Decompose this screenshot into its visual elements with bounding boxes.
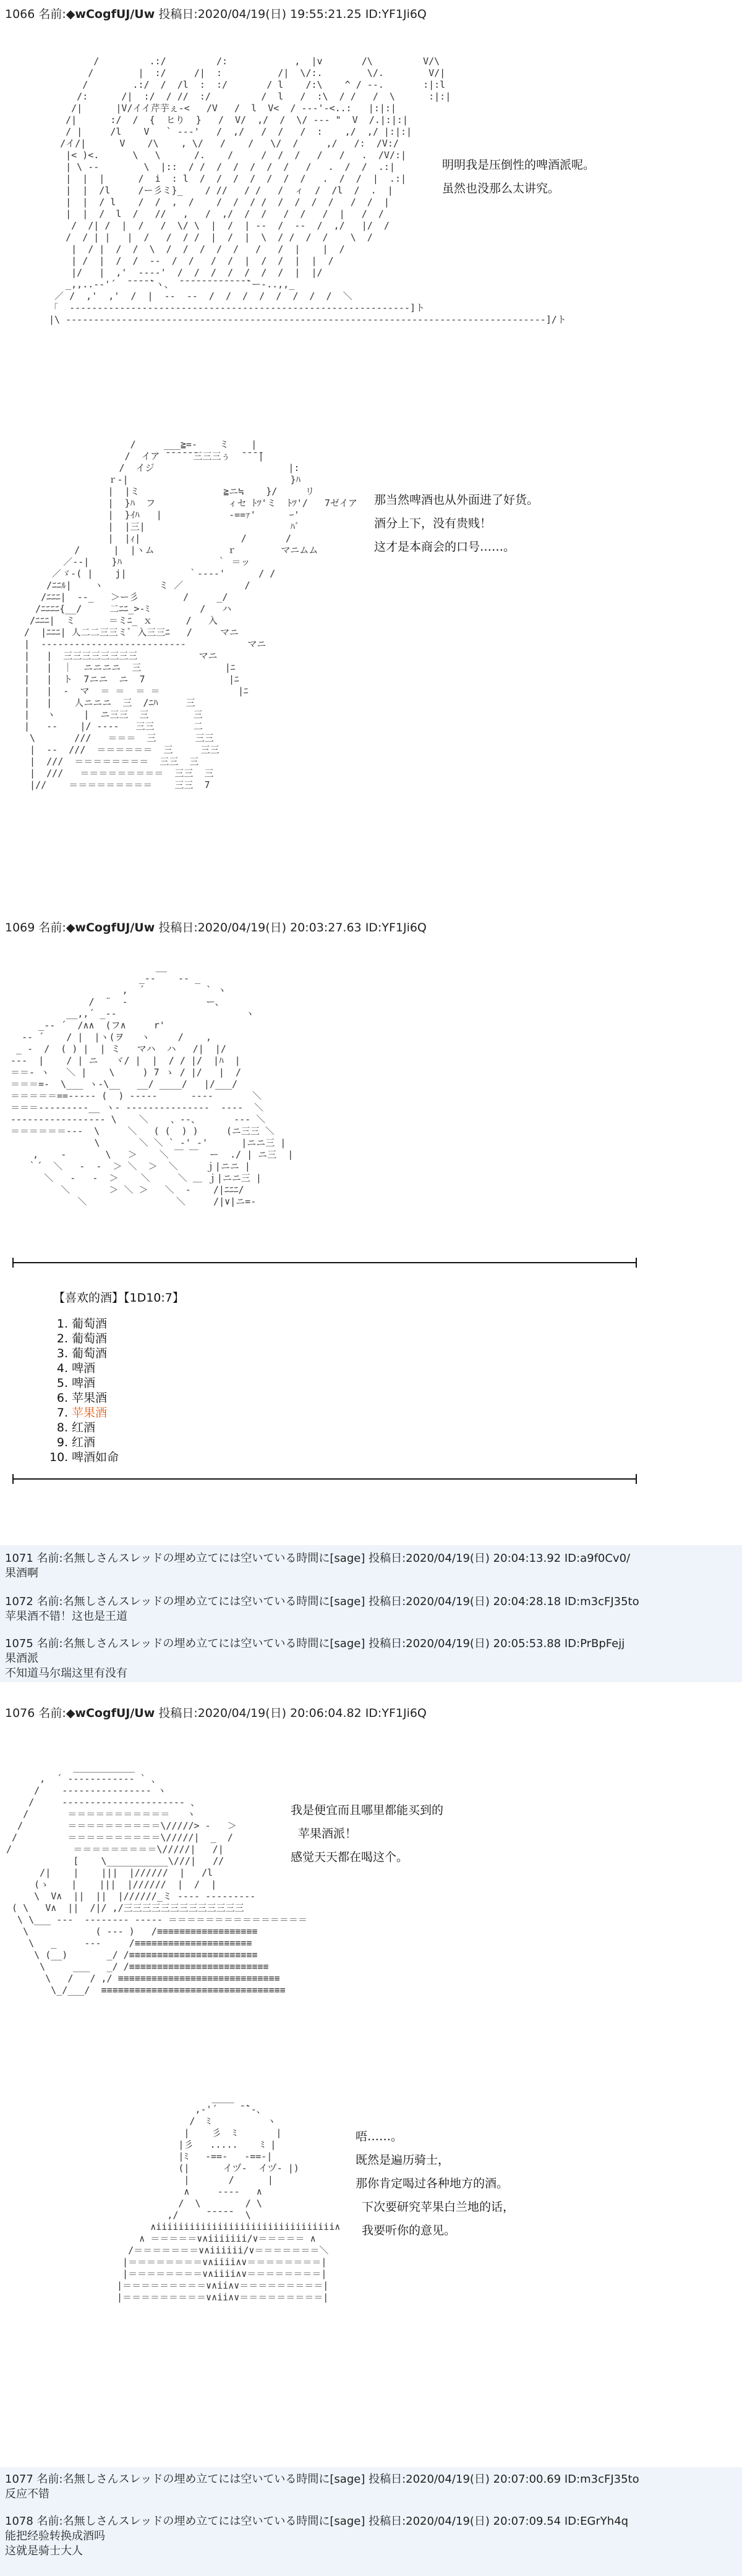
poster-name: ◆wCogfUJ/Uw [66, 7, 155, 21]
reply-body: 果酒派 [5, 1652, 38, 1665]
post-number: 1076 [5, 1706, 35, 1720]
poll-option: 3. 葡萄酒 [56, 1347, 108, 1360]
poll-options [49, 1316, 119, 1465]
dialogue-block-1076b [356, 2125, 514, 2242]
name-label: 名前: [38, 7, 66, 21]
divider-rule [12, 1262, 637, 1263]
reply-body: 这就是骑士大人 [5, 2544, 83, 2557]
dialogue-line: 那当然啤酒也从外面进了好货。 [374, 493, 539, 507]
post-number: 1069 [5, 921, 35, 934]
reply-1075 [5, 1637, 625, 1681]
post-header-1076 [5, 1704, 427, 1721]
poster-id: ID:YF1Ji6Q [365, 1706, 427, 1720]
ascii-art-man-character: ____ ,‐'´ ̄ ̄`‐、 / ﾐ ヽ | 彡 ﾐ | |彡 ..... ﾐ | |ﾐ ‐==‐ ‐==‐| (| イヅ‐ イヅ‐ |) | / | ∧ ‐‐‐‐ ∧ / \ / \ ,/ ̄ ̄ ̄ ̄ ̄ \ ∧iiiiiiiiiiiiiiiiiiiiiiiiiiiiiiii∧ ∧ ＝＝＝＝＝∨∧iiiiiii/∨＝＝＝＝＝ ∧ /＝＝＝＝＝＝＝∨∧iiiiii/∨＝＝＝＝＝＝＝＼ |＝＝＝＝＝＝＝＝∨∧iiii∧∨＝＝＝＝＝＝＝＝| |＝＝＝＝＝＝＝＝∨∧iiii∧∨＝＝＝＝＝＝＝＝| |＝＝＝＝＝＝＝＝＝∨∧ii∧∨＝＝＝＝＝＝＝＝＝| |＝＝＝＝＝＝＝＝＝∨∧ii∧∨＝＝＝＝＝＝＝＝＝| [117, 2092, 341, 2303]
reply-header: 1071 名前:名無しさんスレッドの埋め立てには空いている時間に[sage] 投稿日:2020/04/19(日) 20:04:13.92 ID:a9f0Cv0/ [5, 1552, 631, 1565]
reply-body: 反应不错 [5, 2488, 49, 2501]
post-date: 2020/04/19(日) 20:03:27.63 [197, 921, 362, 934]
reply-1077 [5, 2472, 639, 2502]
dialogue-line: 苹果酒派！ [298, 1827, 357, 1841]
reply-body: 不知道马尔瑞这里有没有 [5, 1667, 127, 1680]
reply-body: 果酒啊 [5, 1567, 38, 1580]
date-label: 投稿日: [158, 1706, 198, 1720]
dialogue-line: 感觉天天都在喝这个。 [291, 1850, 409, 1864]
poster-id: ID:YF1Ji6Q [365, 921, 427, 934]
ascii-art-hat-character: ___________ , ´ ‐‐‐‐‐‐‐‐‐‐‐‐ ` 、 / ‐‐‐‐‐‐‐‐‐‐‐‐‐‐‐‐ ヽ / ‐‐‐‐‐‐‐‐‐‐‐‐‐‐‐‐‐‐‐‐‐‐ 、 / ＝＝＝＝＝＝＝＝＝＝＝ ヽ / ＝＝＝＝＝＝＝＝＝＝\/////> ‐ ＞ / ＝＝＝＝＝＝＝＝＝＝\/////| _ / / ＝＝＝＝＝＝＝＝＝\/////| /| [ \___________\///| // /| | ||| |////// | /l (ゝ | ||| |////// | / | \ V∧ || || |//////_ミ ‐‐‐‐ ‐‐‐‐‐‐‐‐‐ ( \ V∧ || /|/ ,/三三三三三三三三三三三三三 \ \___ ‐‐‐ ‐‐‐‐‐‐‐‐ ‐‐‐‐‐ ＝＝＝＝＝＝＝＝＝＝＝＝＝＝＝ \ ( ‐‐‐ ) /≡≡≡≡≡≡≡≡≡≡≡≡≡≡≡≡≡≡ \ _ ‐‐‐ /≡≡≡≡≡≡≡≡≡≡≡≡≡≡≡≡≡≡≡≡≡ \ (__) _/ /≡≡≡≡≡≡≡≡≡≡≡≡≡≡≡≡≡≡≡≡≡≡≡ \ ___ _/ /≡≡≡≡≡≡≡≡≡≡≡≡≡≡≡≡≡≡≡≡≡≡≡≡≡ \ / / ,/ ≡≡≡≡≡≡≡≡≡≡≡≡≡≡≡≡≡≡≡≡≡≡≡≡≡≡≡≡≡ \_/___/ ≡≡≡≡≡≡≡≡≡≡≡≡≡≡≡≡≡≡≡≡≡≡≡≡≡≡≡≡≡≡≡≡≡ [6, 1761, 307, 1996]
replies-block [0, 1545, 742, 1682]
reply-body: 苹果酒不错！这也是王道 [5, 1610, 127, 1623]
dialogue-line: 既然是遍历骑士， [356, 2153, 450, 2167]
name-label: 名前: [38, 921, 66, 934]
replies-block [0, 2467, 742, 2576]
post-date: 2020/04/19(日) 20:06:04.82 [197, 1706, 362, 1720]
dialogue-line: 我是便宜而且哪里都能买到的 [291, 1803, 444, 1817]
reply-header: 1072 名前:名無しさんスレッドの埋め立てには空いている時間に[sage] 投稿日:2020/04/19(日) 20:04:28.18 ID:m3cFJ35to [5, 1595, 639, 1608]
reply-header: 1078 名前:名無しさんスレッドの埋め立てには空いている時間に[sage] 投稿日:2020/04/19(日) 20:07:09.54 ID:EGrYh4q [5, 2515, 629, 2528]
post-number: 1066 [5, 7, 35, 21]
dialogue-block-1076 [291, 1799, 443, 1869]
dialogue-line: 唔……。 [356, 2130, 403, 2143]
poll-option: 9. 红酒 [56, 1436, 96, 1449]
date-label: 投稿日: [158, 7, 198, 21]
reply-1071 [5, 1551, 630, 1581]
dialogue-block-1066b [374, 488, 539, 559]
name-label: 名前: [38, 1706, 66, 1720]
reply-1078 [5, 2514, 628, 2559]
poll-option: 2. 葡萄酒 [56, 1332, 108, 1345]
ascii-art-drinking-scene: __ _-‐ ‐- _ , ´ ` ヽ / ¨ ‐ ー、 __,,´ _-‐ ヽ _-‐ ´ /∧∧ (フ∧ r' ‐- ´ / | |ヽ(ヲ ヽ / , _ - / ( ) | | ミ マハ ハ /| |/ ‐‐‐ | / | ニ ヾ/ | | / / |/ |ﾊ | ＝＝‐ ヽ ＼ | \ ) 7 ゝ / |/ | / ＝＝＝=- \___ ヽ-\__ __/ ____/ |/___/ ＝＝＝＝＝==‐‐‐‐‐ ( ) ‐‐‐‐‐ ‐‐‐‐ ＼ ＝＝＝‐-‐‐‐‐‐‐-__ ヽ‐ ‐‐‐‐‐‐‐‐‐‐‐‐‐‐‐ ‐‐‐‐ ＼ ‐‐‐‐‐‐‐‐‐‐‐‐‐‐‐‐‐ \ ＼ 、‐-、 ‐‐‐ ＼ ＝＝＝＝＝＝‐‐‐ \ ＼ ( ( ) ) (ニ三三 ＼ \ ＼ ＼ ` ‐' ‐' |ニニ三 | , ‐ \ ＞ ＼ ￣ ￣ ー ./ | ニ三 | ｀´ ＼ ‐ ‐ ＞ ＼ ＞ ＼ ｊ|ニニ | ＼ ‐ ‐ ＞ ＼ ＼ ＿ ｊ|ニニ三 | ＼ ＞ ＼ ＞ ＼ ‐ /|ﾆﾆﾆ/ ＼ ＼ /|∨|ニ=- [11, 961, 294, 1207]
poster-name: ◆wCogfUJ/Uw [66, 921, 155, 934]
poll-option: 4. 啤酒 [56, 1362, 96, 1375]
dialogue-line: 明明我是压倒性的啤酒派呢。 [442, 158, 595, 172]
post-header-1069 [5, 918, 427, 935]
dialogue-line: 下次要研究苹果白兰地的话， [362, 2200, 515, 2214]
poll-option: 8. 红酒 [56, 1421, 96, 1434]
reply-header: 1075 名前:名無しさんスレッドの埋め立てには空いている時間に[sage] 投稿日:2020/04/19(日) 20:05:53.88 ID:PrBpFejj [5, 1637, 625, 1650]
poll-title: 【喜欢的酒】【1D10:7】 [53, 1291, 184, 1305]
poll-option: 1. 葡萄酒 [56, 1317, 108, 1331]
dialogue-line: 虽然也没那么太讲究。 [442, 182, 560, 195]
dialogue-line: 这才是本商会的口号……。 [374, 540, 516, 554]
poll-option: 6. 苹果酒 [56, 1391, 108, 1405]
date-label: 投稿日: [158, 921, 198, 934]
dialogue-line: 酒分上下，没有贵贱！ [374, 517, 492, 530]
ascii-art-character-2: / ___≧=- ミ | / イア ̄ ̄ ̄ ̄ ̄ ̄三三三ぅ ̄ ̄ ̄ ̄| / イジ |: ｒ-| }ﾊ | |ミ ≧ニ≒ }/ リ | }ﾊ フ ィセ ﾄﾂ'ミ ﾄﾂ'/ 7ゼイア | }ｲﾊ | ‐==ｧ' ｰ' | |三| ﾊﾞ | |ｨ| / / / | |ヽム ｒ マニムム ／‐‐| }ﾊ ｀ ＝ッ ／ゞ-( | j| ｀‐-‐‐' / / /ﾆﾆﾙ| ヽ ミ ／ / /ﾆﾆﾆ| ‐-_ ＞ー彡 / _/ /ﾆﾆﾆﾆ{__/ 二ﾆﾆ_>‐ﾐ / ハ /ﾆﾆﾆ| ミ ＝ミﾆ_ ｘ / 入 / |ﾆﾆﾆ| 人二二三三ミﾞ 入三三ﾆ / マニ | ‐‐‐‐‐‐‐‐‐‐‐‐‐‐‐‐‐‐‐‐‐‐‐‐‐‐ マニ | | 三三三三三三三三 マニ | | ｜ ニニニニ 三 |ﾆ | | ト 7ニニ ニ 7 |ﾆ | | ‐ マ ＝ ＝ ＝ ＝ |ﾆ | | 人ニニニ 三 /ﾆﾊ 三 | ヽ | ニ三三 三 三 | ‐- |/ ‐‐‐‐ 三三 二 \ /// ＝＝＝ 三 三三 | ‐- /// ＝＝＝＝＝＝ 三 三三 | /// ＝＝＝＝＝＝＝＝ 三三 三 | /// ＝＝＝＝＝＝＝＝＝ 三三 三 |// ＝＝＝＝＝＝＝＝＝ 三三 7 [24, 439, 357, 790]
poll-option: 5. 啤酒 [56, 1376, 96, 1390]
poster-id: ID:YF1Ji6Q [365, 7, 427, 21]
poster-name: ◆wCogfUJ/Uw [66, 1706, 155, 1720]
post-date: 2020/04/19(日) 19:55:21.25 [197, 7, 362, 21]
dialogue-line: 那你肯定喝过各种地方的酒。 [356, 2177, 509, 2190]
poll-option: 10. 啤酒如命 [49, 1451, 119, 1464]
poll-option-selected: 7. 苹果酒 [56, 1406, 108, 1420]
dialogue-block-1066 [442, 153, 595, 200]
reply-body: 能把经验转换成酒吗 [5, 2530, 105, 2543]
reply-1072 [5, 1595, 639, 1624]
reply-header: 1077 名前:名無しさんスレッドの埋め立てには空いている時間に[sage] 投稿日:2020/04/19(日) 20:07:00.69 ID:m3cFJ35to [5, 2473, 639, 2486]
ascii-art-character-1: / .:/ /: , |v /\ V/\ / | :/ /| : /| \/:. \/. V/| / .:/ / /l : :/ / l /:\ ^ / ‐-. :|:l /: /| :/ / // :/ / l / :\ / / / \ :|:| /| |V/イイ芹芋ぇ‐< /V / l V< / ‐-‐'-<..: |:|:| /| :/ / { ヒり } / V/ ,/ / \/ ‐-‐ " V /.|:|:| / | /l V ` ‐-‐' / ,/ / / / : ,/ ,/ |:|:| /イ/| V /\ , \/ / / \/ / ,/ /: /V:/ |< )<. \ \ /. / / / / / / . /V/:| | \ ‐- \ |:: / / / / / / / / . / / .:| | | | / i : l / / / / / / / . / / | .:| | | /l /ー彡ミ}_ / // / / / ィ / /l / . | | | / l / / , / / / / / / / / / / / | | | / l / // , / ,/ / / / / / | / / / /| / | / / \/ \ | / | ‐- / ‐- / ,/ |/ / / / | | | / / / / | / | \ / / / / \ / | / | / / \ / / / / / / / | | / | / | / / ‐- / / / / | / / | | / |/ | ,' ‐-‐‐' / / / / / / / | |/ _,,..-‐'´ ̄ ̄ ̄ ̄ ̄`ヽ、 ̄ ̄ ̄ ̄ ̄ ̄ ̄ ̄ ̄ ̄ ̄ ̄ ̄`ー-..,,_ ／ / ,' ,' / | ‐- ‐- / / / / / / / / ＼ 「 ‐---‐‐‐‐‐‐‐‐‐‐‐‐‐‐‐‐‐‐‐‐‐‐‐‐‐‐‐‐‐‐‐‐‐‐‐‐‐‐‐‐‐‐‐‐‐‐‐‐‐‐‐‐‐‐‐‐‐]ト |\ ‐‐‐‐‐‐‐‐‐‐‐‐‐‐‐‐‐‐‐‐‐‐‐‐‐‐‐‐‐‐‐‐‐‐‐‐‐‐‐‐‐‐‐‐‐‐‐‐‐‐‐‐‐‐‐‐‐‐‐‐‐‐‐‐‐‐‐‐‐‐‐‐‐‐‐‐‐‐‐‐‐‐‐‐‐‐]/ト [49, 56, 566, 325]
divider-rule [12, 1478, 637, 1480]
dialogue-line: 我要听你的意见。 [362, 2224, 456, 2237]
post-header-1066 [5, 5, 427, 22]
